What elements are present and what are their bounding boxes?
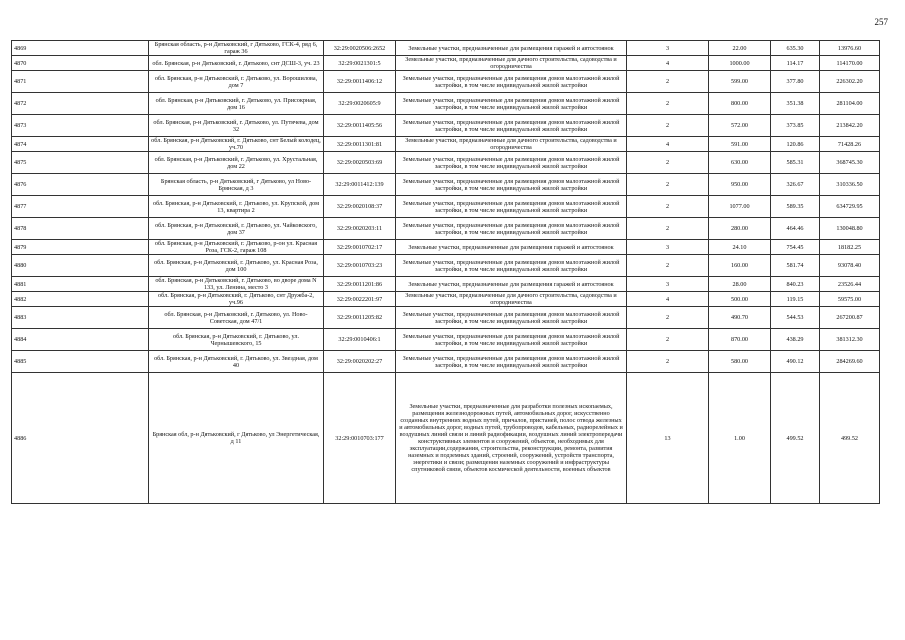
table-row	[12, 115, 880, 137]
specific-value-cell: 499.52	[771, 373, 820, 504]
group-code-cell: 2	[627, 351, 709, 373]
specific-value-cell: 754.45	[771, 240, 820, 255]
cadastral-number-cell: 32:29:0011405:56	[324, 115, 396, 137]
cadastral-number-cell: 32:29:0010406:1	[324, 329, 396, 351]
address-cell: обл. Брянская, р-н Дятьковский, г. Дятьково, ул. Ворошилова, дом 7	[149, 71, 324, 93]
cadastral-number-cell: 32:29:0011412:139	[324, 174, 396, 196]
group-code-cell: 2	[627, 93, 709, 115]
cadastral-value-cell: 130048.80	[820, 218, 880, 240]
cadastral-number-cell: 32:29:0011205:82	[324, 307, 396, 329]
group-code-cell: 2	[627, 174, 709, 196]
specific-value-cell: 119.15	[771, 292, 820, 307]
parcel-number-cell: 4880	[12, 255, 149, 277]
table-row	[12, 307, 880, 329]
cadastral-number-cell: 32:29:0022201:97	[324, 292, 396, 307]
address-cell: обл. Брянская, р-н Дятьковский, г. Дятьково, снт Дружба-2, уч.96	[149, 292, 324, 307]
group-code-cell: 2	[627, 307, 709, 329]
group-code-cell: 3	[627, 277, 709, 292]
area-cell: 599.00	[709, 71, 771, 93]
cadastral-value-cell: 13976.60	[820, 41, 880, 56]
address-cell: обл. Брянская, р-н Дятьковский, г. Дятьково, ул. Чайковского, дом 37	[149, 218, 324, 240]
parcel-number-cell: 4871	[12, 71, 149, 93]
land-use-cell: Земельные участки, предназначенные для размещения домов малоэтажной жилой застройки, в том числе индивидуальной жилой застройки	[396, 71, 627, 93]
specific-value-cell: 581.74	[771, 255, 820, 277]
specific-value-cell: 373.85	[771, 115, 820, 137]
group-code-cell: 2	[627, 115, 709, 137]
group-code-cell: 4	[627, 292, 709, 307]
group-code-cell: 2	[627, 329, 709, 351]
cadastral-value-cell: 281104.00	[820, 93, 880, 115]
table-row	[12, 373, 880, 504]
area-cell: 28.00	[709, 277, 771, 292]
specific-value-cell: 351.38	[771, 93, 820, 115]
group-code-cell: 2	[627, 196, 709, 218]
group-code-cell: 13	[627, 373, 709, 504]
cadastral-value-cell: 499.52	[820, 373, 880, 504]
area-cell: 1000.00	[709, 56, 771, 71]
address-cell: обл. Брянская, р-н Дятьковский, г. Дятьково, ул. Чернышевского, 15	[149, 329, 324, 351]
cadastral-value-cell: 284269.60	[820, 351, 880, 373]
land-use-cell: Земельные участки, предназначенные для размещения домов малоэтажной жилой застройки, в том числе индивидуальной жилой застройки	[396, 218, 627, 240]
land-use-cell: Земельные участки, предназначенные для дачного строительства, садоводства и огородничества	[396, 56, 627, 71]
table-row	[12, 71, 880, 93]
specific-value-cell: 589.35	[771, 196, 820, 218]
land-use-cell: Земельные участки, предназначенные для размещения домов малоэтажной жилой застройки, в том числе индивидуальной жилой застройки	[396, 351, 627, 373]
area-cell: 1077.00	[709, 196, 771, 218]
table-row	[12, 93, 880, 115]
parcel-number-cell: 4882	[12, 292, 149, 307]
cadastral-value-cell: 226302.20	[820, 71, 880, 93]
cadastral-value-cell: 381312.30	[820, 329, 880, 351]
cadastral-number-cell: 32:29:0010703:177	[324, 373, 396, 504]
land-use-cell: Земельные участки, предназначенные для разработки полезных ископаемых, размещения железнодорожных путей, автомобильных дорог, искусственно созданных внутренних водных путей, причалов, пристаней, полос отвода железных и автомобильных дорог, водных путей, трубопроводов, кабельных, радиорелейных и воздушных линий связи и линий радиофикации, воздушных линий электропередачи конструктивных элементов и сооружений, объектов, необходимых для эксплуатации,содержания, строительства, реконструкции, ремонта, развития наземных и подземных зданий, строений, сооружений, устройств транспорта, энергетики и связи; размещения наземных сооружений и инфраструктуры спутниковой связи, объектов космической деятельности, военных объектов	[396, 373, 627, 504]
cadastral-number-cell: 32:29:0020108:37	[324, 196, 396, 218]
area-cell: 630.00	[709, 152, 771, 174]
table-row	[12, 351, 880, 373]
specific-value-cell: 114.17	[771, 56, 820, 71]
table-body	[12, 41, 880, 504]
cadastral-value-cell: 310336.50	[820, 174, 880, 196]
land-use-cell: Земельные участки, предназначенные для размещения домов малоэтажной жилой застройки, в том числе индивидуальной жилой застройки	[396, 329, 627, 351]
cadastral-value-cell: 368745.30	[820, 152, 880, 174]
group-code-cell: 3	[627, 240, 709, 255]
page-number: 257	[874, 17, 888, 27]
cadastral-value-cell: 213842.20	[820, 115, 880, 137]
table-row	[12, 137, 880, 152]
group-code-cell: 3	[627, 41, 709, 56]
parcel-number-cell: 4870	[12, 56, 149, 71]
cadastral-value-cell: 23526.44	[820, 277, 880, 292]
table-row	[12, 240, 880, 255]
cadastral-value-cell: 71428.26	[820, 137, 880, 152]
address-cell: обл. Брянская, р-н Дятьковский, г. Дятьково, ул. Крупской, дом 13, квартира 2	[149, 196, 324, 218]
group-code-cell: 2	[627, 71, 709, 93]
address-cell: Брянская область, р-н Дятьковский, г Дятьково, ГСК-4, ряд 6, гараж 36	[149, 41, 324, 56]
specific-value-cell: 377.80	[771, 71, 820, 93]
table-row	[12, 196, 880, 218]
area-cell: 580.00	[709, 351, 771, 373]
parcel-number-cell: 4874	[12, 137, 149, 152]
parcel-number-cell: 4881	[12, 277, 149, 292]
group-code-cell: 4	[627, 137, 709, 152]
parcel-number-cell: 4886	[12, 373, 149, 504]
specific-value-cell: 120.86	[771, 137, 820, 152]
land-use-cell: Земельные участки, предназначенные для размещения гаражей и автостоянок	[396, 277, 627, 292]
area-cell: 500.00	[709, 292, 771, 307]
land-use-cell: Земельные участки, предназначенные для размещения домов малоэтажной жилой застройки, в том числе индивидуальной жилой застройки	[396, 255, 627, 277]
specific-value-cell: 544.53	[771, 307, 820, 329]
cadastral-number-cell: 32:29:0010702:17	[324, 240, 396, 255]
area-cell: 280.00	[709, 218, 771, 240]
address-cell: Брянская обл, р-н Дятьковский, г Дятьково, ул Энергетическая, д 11	[149, 373, 324, 504]
area-cell: 572.00	[709, 115, 771, 137]
cadastral-number-cell: 32:29:0020202:27	[324, 351, 396, 373]
cadastral-value-cell: 267200.87	[820, 307, 880, 329]
address-cell: обл. Брянская, р-н Дятьковский, г. Дятьково, снт ДСШ-3, уч. 23	[149, 56, 324, 71]
table-row	[12, 174, 880, 196]
area-cell: 800.00	[709, 93, 771, 115]
parcel-number-cell: 4876	[12, 174, 149, 196]
area-cell: 870.00	[709, 329, 771, 351]
land-use-cell: Земельные участки, предназначенные для размещения домов малоэтажной жилой застройки, в том числе индивидуальной жилой застройки	[396, 152, 627, 174]
group-code-cell: 2	[627, 152, 709, 174]
table-row	[12, 292, 880, 307]
parcel-number-cell: 4885	[12, 351, 149, 373]
address-cell: обл. Брянская, р-н Дятьковский, г. Дятьково, ул. Путячева, дом 32	[149, 115, 324, 137]
parcel-number-cell: 4883	[12, 307, 149, 329]
parcel-number-cell: 4879	[12, 240, 149, 255]
cadastral-number-cell: 32:29:0020503:69	[324, 152, 396, 174]
table-row	[12, 277, 880, 292]
address-cell: обл. Брянская, р-н Дятьковский, г. Дятьково, ул. Присокрная, дом 16	[149, 93, 324, 115]
land-use-cell: Земельные участки, предназначенные для размещения гаражей и автостоянок	[396, 240, 627, 255]
table-row	[12, 218, 880, 240]
specific-value-cell: 326.67	[771, 174, 820, 196]
land-use-cell: Земельные участки, предназначенные для дачного строительства, садоводства и огородничества	[396, 137, 627, 152]
land-registry-table	[11, 40, 880, 504]
group-code-cell: 4	[627, 56, 709, 71]
address-cell: обл. Брянская, р-н Дятьковский, г. Дятьково, р-он ул. Красная Роза, ГСК-2, гараж 108	[149, 240, 324, 255]
table-row	[12, 152, 880, 174]
parcel-number-cell: 4873	[12, 115, 149, 137]
parcel-number-cell: 4877	[12, 196, 149, 218]
land-use-cell: Земельные участки, предназначенные для размещения домов малоэтажной жилой застройки, в том числе индивидуальной жилой застройки	[396, 174, 627, 196]
specific-value-cell: 438.29	[771, 329, 820, 351]
cadastral-value-cell: 59575.00	[820, 292, 880, 307]
specific-value-cell: 840.23	[771, 277, 820, 292]
area-cell: 22.00	[709, 41, 771, 56]
area-cell: 950.00	[709, 174, 771, 196]
address-cell: обл. Брянская, р-н Дятьковский, г. Дятьково, ул. Звездная, дом 40	[149, 351, 324, 373]
parcel-number-cell: 4875	[12, 152, 149, 174]
address-cell: обл. Брянская, р-н Дятьковский, г. Дятьково, во дворе дома N 133, ул. Ленина, место 3	[149, 277, 324, 292]
land-use-cell: Земельные участки, предназначенные для размещения домов малоэтажной жилой застройки, в том числе индивидуальной жилой застройки	[396, 196, 627, 218]
area-cell: 1.00	[709, 373, 771, 504]
address-cell: обл. Брянская, р-н Дятьковский, г. Дятьково, ул. Красная Роза, дом 100	[149, 255, 324, 277]
address-cell: обл. Брянская, р-н Дятьковский, г. Дятьково, ул. Хрустальная, дом 22	[149, 152, 324, 174]
cadastral-number-cell: 32:29:0020605:9	[324, 93, 396, 115]
group-code-cell: 2	[627, 255, 709, 277]
cadastral-number-cell: 32:29:0020506:2652	[324, 41, 396, 56]
parcel-number-cell: 4884	[12, 329, 149, 351]
cadastral-value-cell: 114170.00	[820, 56, 880, 71]
land-use-cell: Земельные участки, предназначенные для размещения домов малоэтажной жилой застройки, в том числе индивидуальной жилой застройки	[396, 115, 627, 137]
cadastral-value-cell: 18182.25	[820, 240, 880, 255]
land-use-cell: Земельные участки, предназначенные для размещения домов малоэтажной жилой застройки, в том числе индивидуальной жилой застройки	[396, 93, 627, 115]
parcel-number-cell: 4872	[12, 93, 149, 115]
address-cell: обл. Брянская, р-н Дятьковский, г. Дятьково, снт Белый колодец, уч.70	[149, 137, 324, 152]
specific-value-cell: 464.46	[771, 218, 820, 240]
land-use-cell: Земельные участки, предназначенные для дачного строительства, садоводства и огородничества	[396, 292, 627, 307]
land-use-cell: Земельные участки, предназначенные для размещения домов малоэтажной жилой застройки, в том числе индивидуальной жилой застройки	[396, 307, 627, 329]
specific-value-cell: 585.31	[771, 152, 820, 174]
cadastral-number-cell: 32:29:0021301:5	[324, 56, 396, 71]
land-use-cell: Земельные участки, предназначенные для размещения гаражей и автостоянок	[396, 41, 627, 56]
area-cell: 24.10	[709, 240, 771, 255]
cadastral-number-cell: 32:29:0011301:81	[324, 137, 396, 152]
group-code-cell: 2	[627, 218, 709, 240]
area-cell: 160.00	[709, 255, 771, 277]
cadastral-number-cell: 32:29:0011406:12	[324, 71, 396, 93]
cadastral-value-cell: 93078.40	[820, 255, 880, 277]
specific-value-cell: 490.12	[771, 351, 820, 373]
address-cell: обл. Брянская, р-н Дятьковский, г. Дятьково, ул. Ново-Советская, дом 47/1	[149, 307, 324, 329]
table-row	[12, 56, 880, 71]
area-cell: 490.70	[709, 307, 771, 329]
cadastral-number-cell: 32:29:0011201:86	[324, 277, 396, 292]
table-row	[12, 41, 880, 56]
table-row	[12, 255, 880, 277]
parcel-number-cell: 4878	[12, 218, 149, 240]
area-cell: 591.00	[709, 137, 771, 152]
cadastral-number-cell: 32:29:0020203:11	[324, 218, 396, 240]
specific-value-cell: 635.30	[771, 41, 820, 56]
parcel-number-cell: 4869	[12, 41, 149, 56]
address-cell: Брянская область, р-н Дятьковский, г Дятьково, ул Ново-Брянская, д 3	[149, 174, 324, 196]
cadastral-value-cell: 634729.95	[820, 196, 880, 218]
cadastral-number-cell: 32:29:0010703:23	[324, 255, 396, 277]
table-row	[12, 329, 880, 351]
